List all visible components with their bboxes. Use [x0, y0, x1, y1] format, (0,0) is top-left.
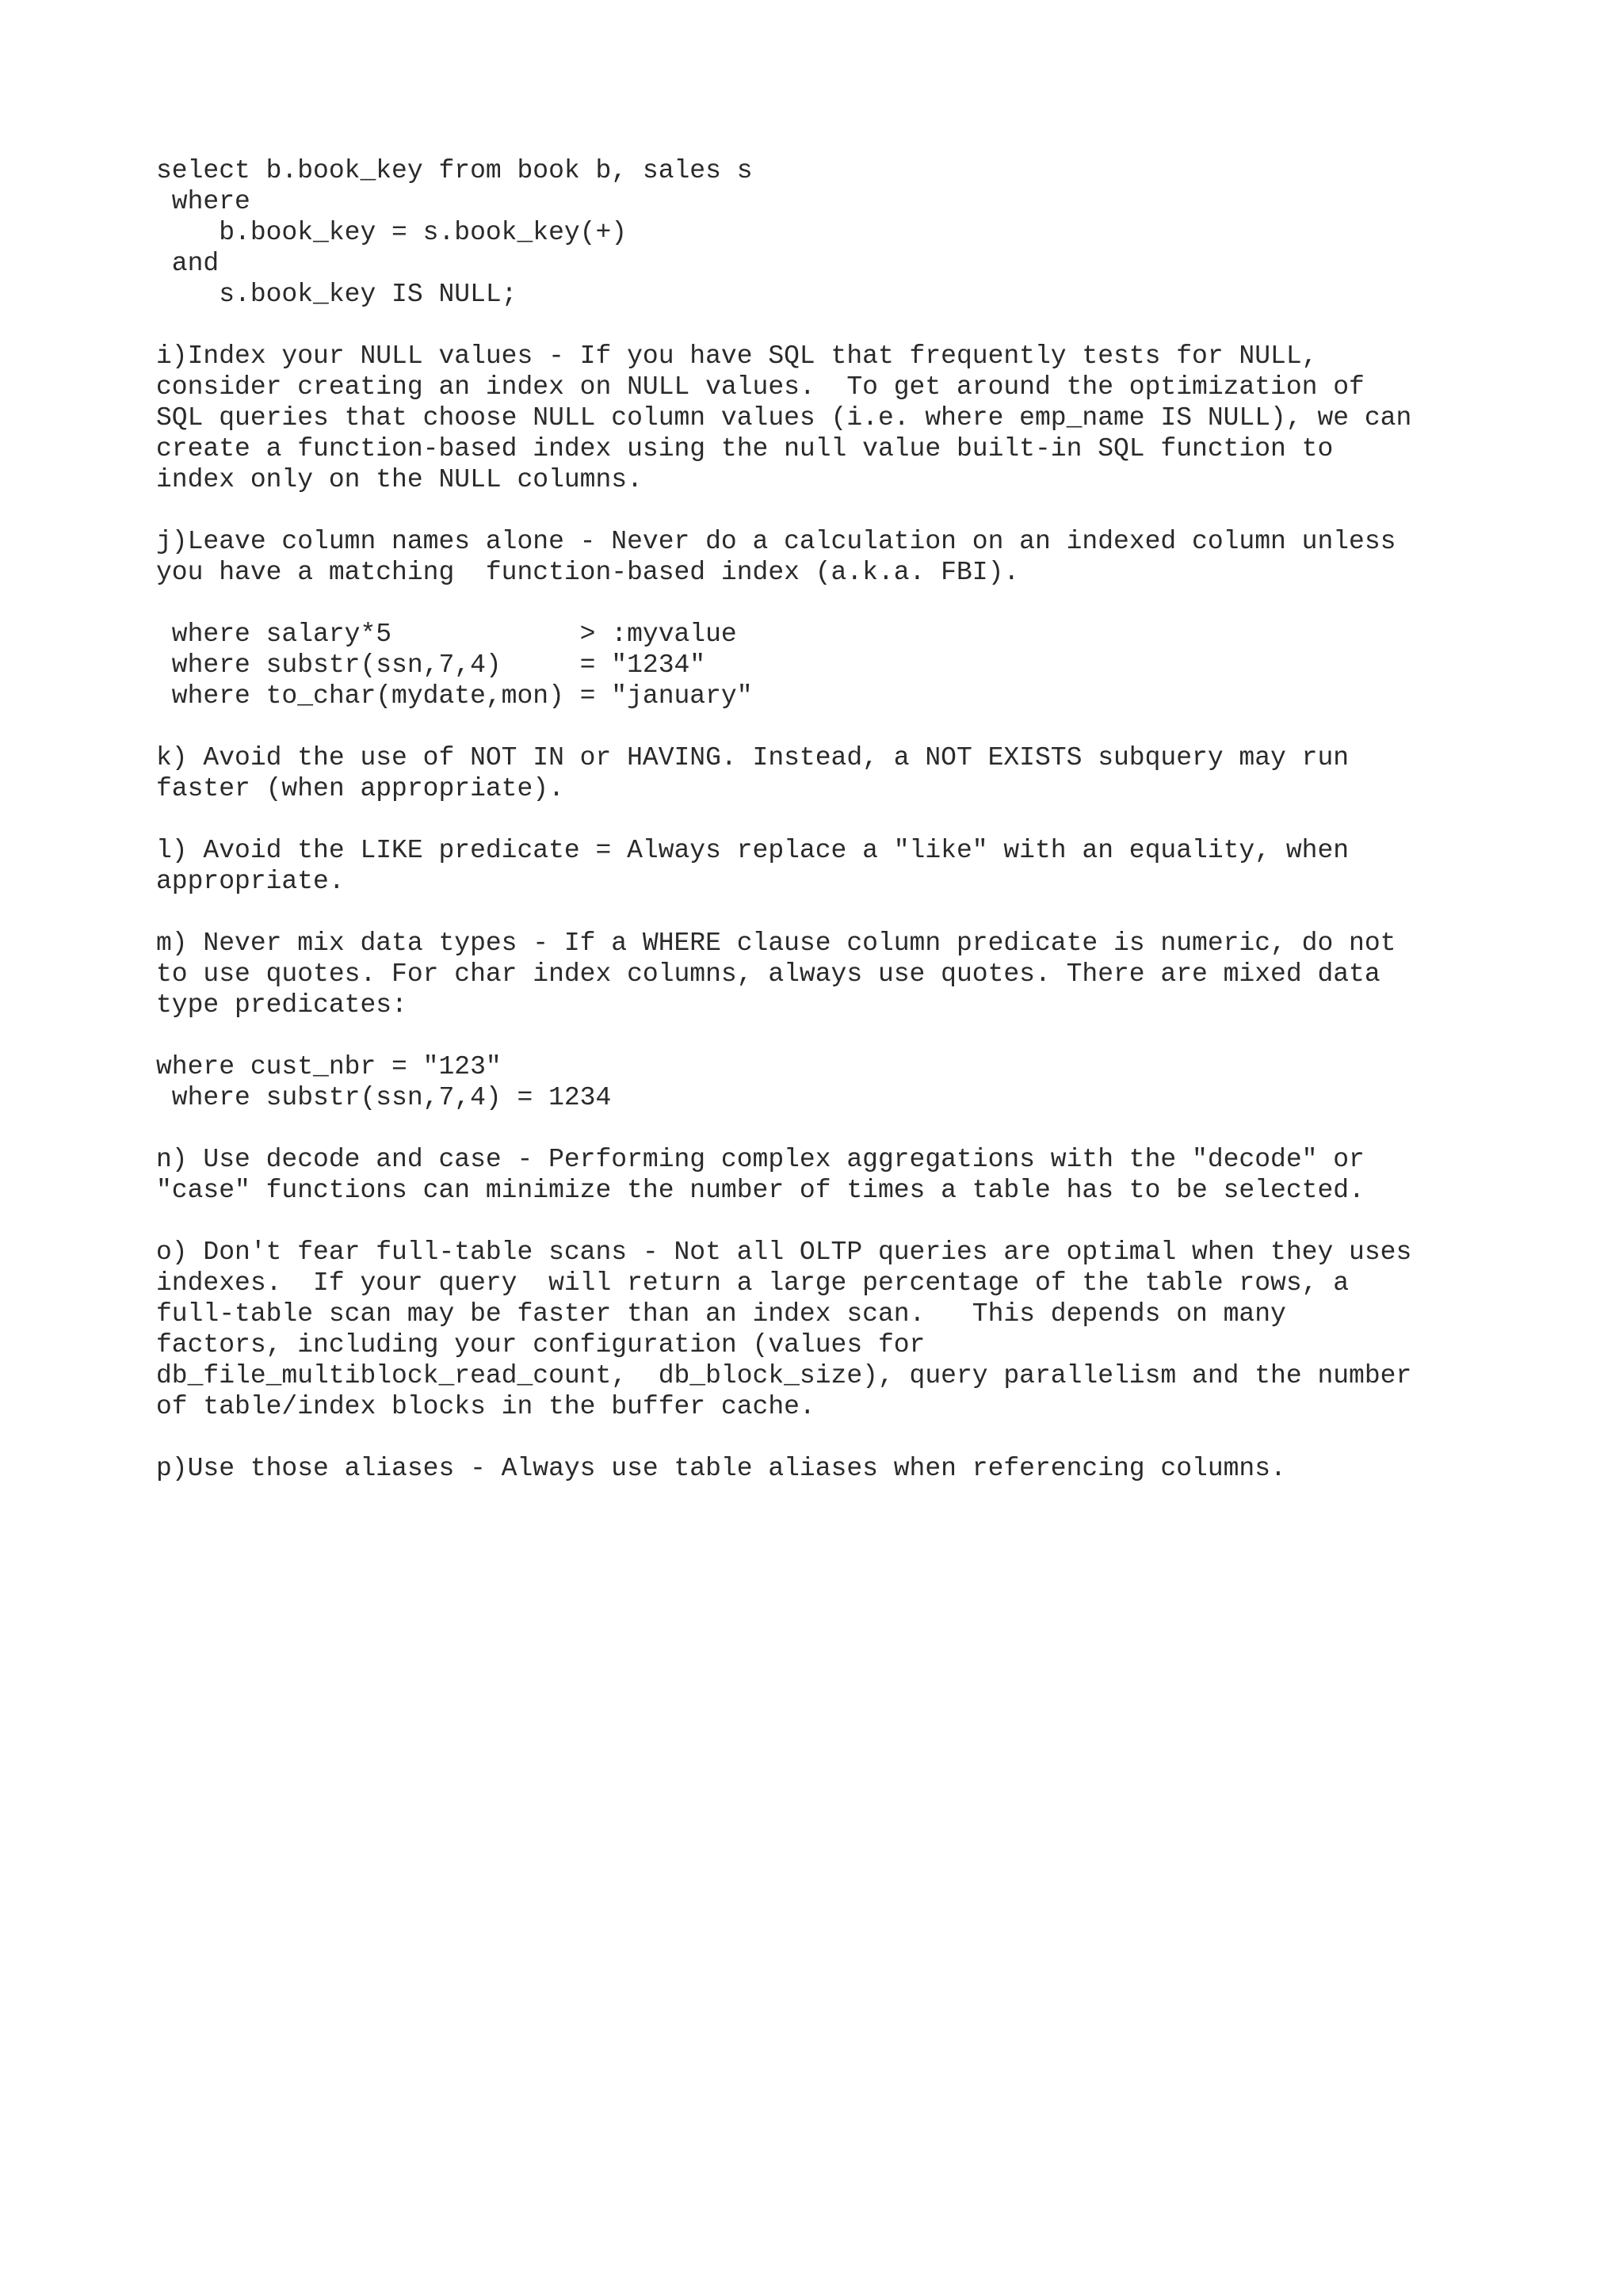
- blank-line: [156, 588, 1583, 619]
- tip-m-text: to use quotes. For char index columns, always use quotes. There are mixed data: [156, 959, 1381, 989]
- code-example-line: where substr(ssn,7,4) = "1234": [156, 650, 706, 680]
- document-body: [156, 155, 1583, 1484]
- tip-o-text: factors, including your configuration (values for: [156, 1330, 926, 1360]
- code-example-line: where salary*5 > :myvalue: [156, 620, 737, 649]
- code-example-line: where to_char(mydate,mon) = "january": [156, 681, 753, 711]
- tip-p-text: p)Use those aliases - Always use table aliases when referencing columns.: [156, 1454, 1286, 1483]
- tip-i-text: SQL queries that choose NULL column values (i.e. where emp_name IS NULL), we can: [156, 403, 1412, 433]
- tip-o-text: db_file_multiblock_read_count, db_block_size), query parallelism and the number: [156, 1361, 1412, 1390]
- sql-line: and: [156, 249, 220, 278]
- tip-j-text: j)Leave column names alone - Never do a calculation on an indexed column unless: [156, 527, 1396, 556]
- sql-line: select b.book_key from book b, sales s: [156, 156, 753, 185]
- tip-i-text: consider creating an index on NULL values. To get around the optimization of: [156, 372, 1365, 402]
- tip-o-text: full-table scan may be faster than an index scan. This depends on many: [156, 1299, 1286, 1329]
- tip-m-text: m) Never mix data types - If a WHERE clause column predicate is numeric, do not: [156, 929, 1396, 958]
- tip-l-text: appropriate.: [156, 867, 345, 896]
- tip-n-text: "case" functions can minimize the number of times a table has to be selected.: [156, 1176, 1365, 1205]
- tip-l-text: l) Avoid the LIKE predicate = Always replace a "like" with an equality, when: [156, 836, 1350, 865]
- blank-line: [156, 310, 1583, 341]
- tip-o-text: o) Don't fear full-table scans - Not all OLTP queries are optimal when they uses: [156, 1238, 1412, 1267]
- code-example-line: where cust_nbr = "123": [156, 1052, 502, 1081]
- tip-k-text: faster (when appropriate).: [156, 774, 564, 803]
- sql-line: where: [156, 187, 250, 216]
- blank-line: [156, 495, 1583, 526]
- tip-i-text: create a function-based index using the null value built-in SQL function to: [156, 434, 1334, 463]
- code-example-line: where substr(ssn,7,4) = 1234: [156, 1083, 612, 1112]
- tip-i-text: index only on the NULL columns.: [156, 465, 643, 494]
- tip-j-text: you have a matching function-based index (a.k.a. FBI).: [156, 558, 1020, 587]
- sql-line: b.book_key = s.book_key(+): [156, 218, 628, 247]
- tip-k-text: k) Avoid the use of NOT IN or HAVING. Instead, a NOT EXISTS subquery may run: [156, 743, 1350, 772]
- tip-o-text: indexes. If your query will return a large percentage of the table rows, a: [156, 1268, 1350, 1298]
- blank-line: [156, 897, 1583, 928]
- blank-line: [156, 711, 1583, 742]
- sql-line: s.book_key IS NULL;: [156, 280, 517, 309]
- tip-o-text: of table/index blocks in the buffer cache.: [156, 1392, 815, 1421]
- blank-line: [156, 1422, 1583, 1453]
- blank-line: [156, 1020, 1583, 1051]
- blank-line: [156, 1206, 1583, 1237]
- blank-line: [156, 804, 1583, 835]
- tip-m-text: type predicates:: [156, 990, 407, 1020]
- tip-n-text: n) Use decode and case - Performing complex aggregations with the "decode" or: [156, 1145, 1365, 1174]
- blank-line: [156, 1113, 1583, 1144]
- tip-i-text: i)Index your NULL values - If you have SQL that frequently tests for NULL,: [156, 341, 1318, 371]
